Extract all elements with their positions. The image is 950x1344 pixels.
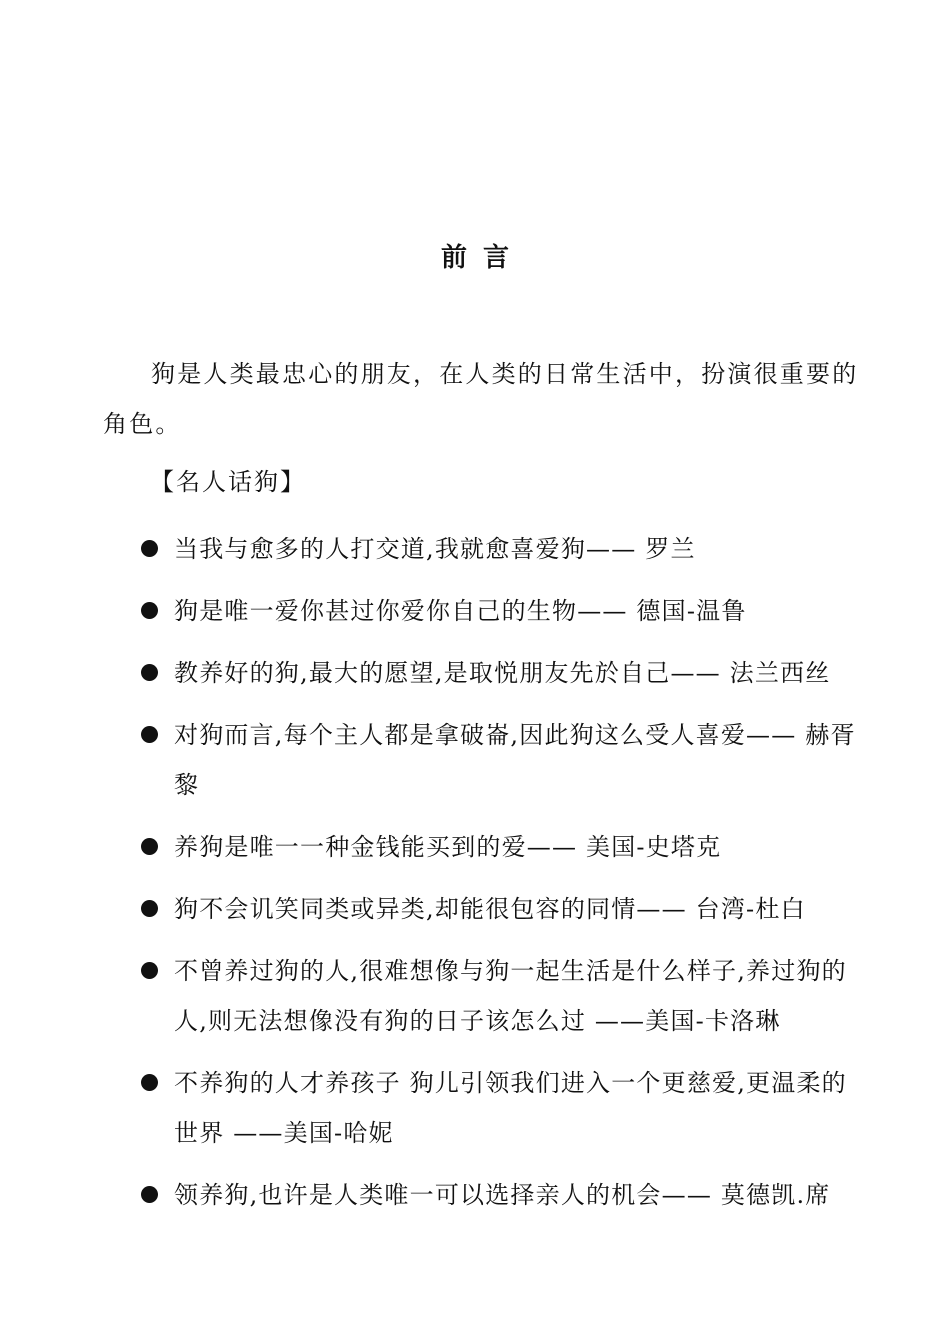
quote-item bbox=[0, 1170, 950, 1220]
quote-text: 教养好的狗,最大的愿望,是取悦朋友先於自己—— 法兰西丝 bbox=[174, 659, 831, 687]
quote-item bbox=[0, 822, 950, 872]
quote-item bbox=[0, 884, 950, 934]
bullet-icon bbox=[141, 1186, 158, 1203]
quote-text: 当我与愈多的人打交道,我就愈喜爱狗—— 罗兰 bbox=[174, 535, 696, 563]
quote-text: 对狗而言,每个主人都是拿破崙,因此狗这么受人喜爱—— 赫胥黎 bbox=[174, 721, 856, 799]
page-title: 前言 bbox=[440, 243, 525, 273]
section-heading: 【名人话狗】 bbox=[150, 468, 306, 496]
quote-text: 养狗是唯一一种金钱能买到的爱—— 美国-史塔克 bbox=[174, 833, 722, 861]
quote-item bbox=[0, 524, 950, 574]
quote-list bbox=[0, 524, 950, 1232]
bullet-icon bbox=[141, 1074, 158, 1091]
quote-text: 不养狗的人才养孩子 狗儿引领我们进入一个更慈爱,更温柔的世界 ——美国-哈妮 bbox=[174, 1069, 847, 1147]
quote-item bbox=[0, 710, 950, 810]
quote-text: 狗是唯一爱你甚过你爱你自己的生物—— 德国-温鲁 bbox=[174, 597, 747, 625]
bullet-icon bbox=[141, 726, 158, 743]
quote-item bbox=[0, 1058, 950, 1158]
bullet-icon bbox=[141, 900, 158, 917]
bullet-icon bbox=[141, 664, 158, 681]
bullet-icon bbox=[141, 838, 158, 855]
quote-item bbox=[0, 586, 950, 636]
intro-paragraph: 狗是人类最忠心的朋友，在人类的日常生活中，扮演很重要的角色。 bbox=[103, 360, 859, 438]
quote-text: 领养狗,也许是人类唯一可以选择亲人的机会—— 莫德凯.席 bbox=[174, 1181, 831, 1209]
quote-text: 不曾养过狗的人,很难想像与狗一起生活是什么样子,养过狗的人,则无法想像没有狗的日子该怎么过 ——美国-卡洛琳 bbox=[174, 957, 847, 1035]
bullet-icon bbox=[141, 602, 158, 619]
bullet-icon bbox=[141, 540, 158, 557]
bullet-icon bbox=[141, 962, 158, 979]
quote-item bbox=[0, 648, 950, 698]
quote-text: 狗不会讥笑同类或异类,却能很包容的同情—— 台湾-杜白 bbox=[174, 895, 806, 923]
quote-item bbox=[0, 946, 950, 1046]
